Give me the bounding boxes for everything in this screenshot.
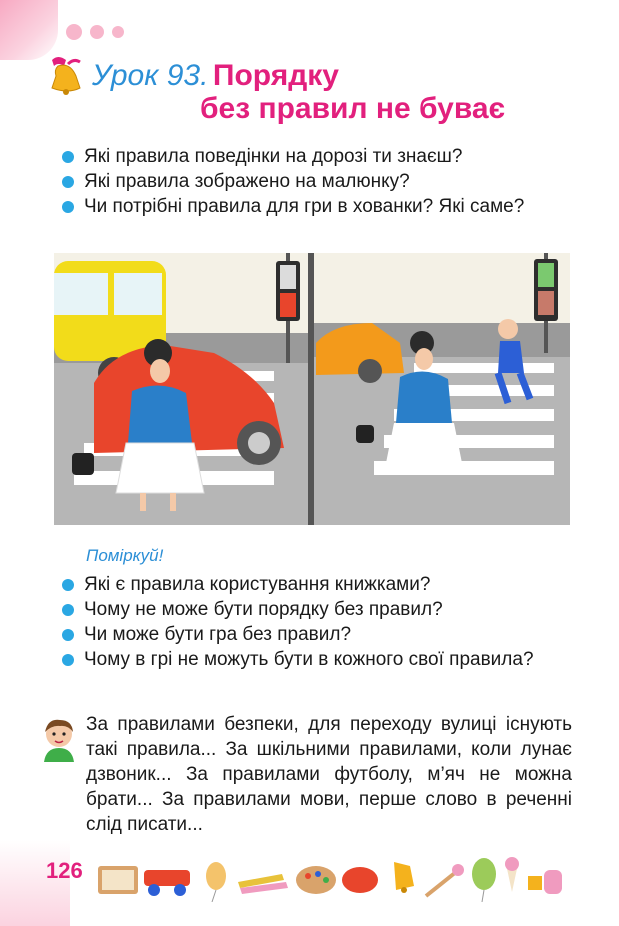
body-paragraph: За правилами безпеки, для переходу вулиці існують такі правила... За шкільними правилами, коли лунає дзвоник... За правилами футболу, м’яч не можна брати... За правилами мови, перше слово в реченні слід писати... xyxy=(86,714,572,835)
bullet-icon xyxy=(62,579,74,591)
lesson-number: Урок 93. xyxy=(92,59,209,92)
lesson-title-line2: без правил не буває xyxy=(200,92,506,125)
question-list-top xyxy=(62,144,574,219)
list-item: Чому в грі не можуть бути в кожного свої правила? xyxy=(62,647,574,672)
think-label: Поміркуй! xyxy=(86,546,164,565)
list-item: Чому не може бути порядку без правил? xyxy=(62,597,574,622)
list-item: Які правила поведінки на дорозі ти знаєш? xyxy=(62,144,574,169)
boy-avatar-icon xyxy=(38,716,80,762)
bullet-icon xyxy=(62,151,74,163)
decor-dot xyxy=(66,24,82,40)
bullet-icon xyxy=(62,201,74,213)
question-list-bottom xyxy=(62,572,574,672)
bullet-icon xyxy=(62,604,74,616)
list-item: Чи потрібні правила для гри в хованки? Які саме? xyxy=(62,194,574,219)
toys-decoration-icon xyxy=(98,852,568,902)
bullet-icon xyxy=(62,654,74,666)
lesson-title-line1: Порядку xyxy=(212,59,339,92)
decor-dot xyxy=(112,26,124,38)
list-item: Які правила зображено на малюнку? xyxy=(62,169,574,194)
bell-icon xyxy=(44,52,88,98)
road-crossing-illustration xyxy=(54,253,570,525)
bullet-icon xyxy=(62,629,74,641)
bullet-icon xyxy=(62,176,74,188)
list-item: Чи може бути гра без правил? xyxy=(62,622,574,647)
list-item: Які є правила користування книжками? xyxy=(62,572,574,597)
decor-dot xyxy=(90,25,104,39)
corner-decoration xyxy=(0,0,58,60)
page-number: 126 xyxy=(46,858,83,883)
